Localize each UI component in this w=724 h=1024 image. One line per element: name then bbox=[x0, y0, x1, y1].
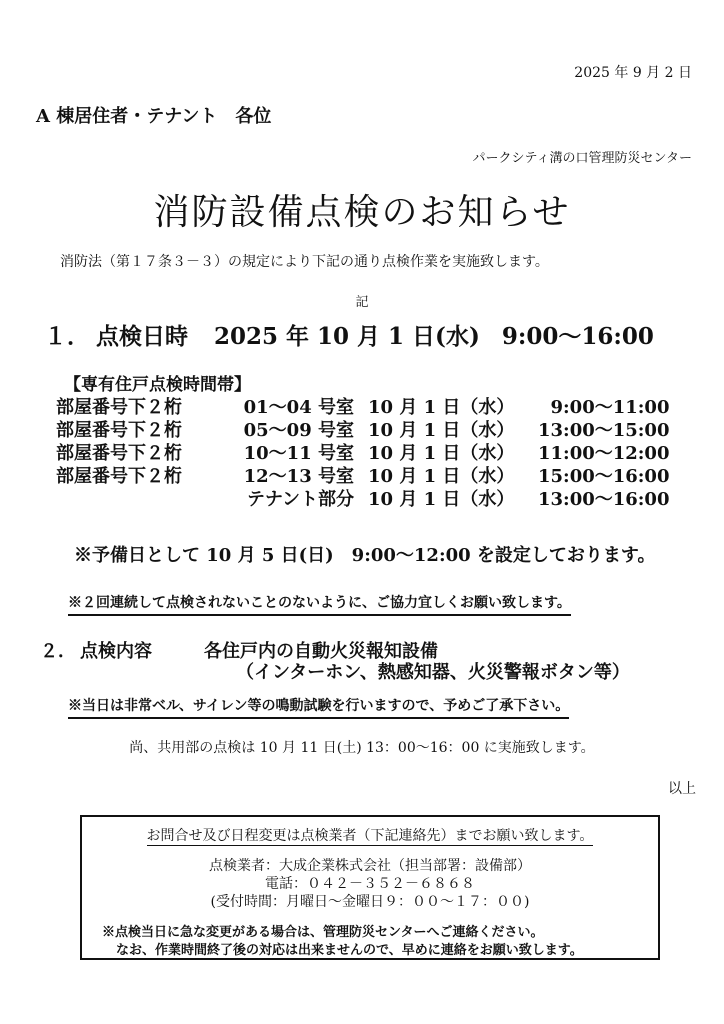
contact-hours: (受付時間：月曜日～金曜日９：００～１７：００) bbox=[210, 894, 530, 910]
common-area-note: 尚、共用部の点検は 10 月 11 日(土) 13：00～16：00 に実施致します。 bbox=[129, 740, 595, 756]
table-row bbox=[56, 396, 669, 419]
schedule-date: 10 月 1 日（水） bbox=[368, 420, 515, 441]
contact-company: 点検業者：大成企業株式会社（担当部署：設備部） bbox=[209, 858, 531, 874]
schedule-title: 【専有住戸点検時間帯】 bbox=[64, 375, 251, 395]
table-row bbox=[56, 488, 669, 511]
contact-note-1: ※点検当日に急な変更がある場合は、管理防災センターへご連絡ください。 bbox=[102, 925, 544, 940]
intro-text: 消防法（第１７条３－３）の規定により下記の通り点検作業を実施致します。 bbox=[60, 254, 549, 270]
cooperation-note: ※２回連続して点検されないことのないように、ご協力宜しくお願い致します。 bbox=[68, 592, 571, 616]
schedule-time: 15:00～16:00 bbox=[538, 466, 670, 487]
schedule-table bbox=[56, 396, 669, 511]
schedule-label: 部屋番号下２桁 bbox=[56, 420, 182, 441]
schedule-rooms: 05～09 号室 bbox=[243, 420, 354, 441]
contact-phone: 電話：０４２－３５２－６８６８ bbox=[265, 876, 475, 892]
recipient-line: A 棟居住者・テナント 各位 bbox=[36, 106, 272, 127]
schedule-time: 13:00～15:00 bbox=[538, 420, 670, 441]
schedule-date: 10 月 1 日（水） bbox=[368, 489, 515, 510]
contact-heading-text: お問合せ及び日程変更は点検業者（下記連絡先）までお願い致します。 bbox=[146, 828, 594, 844]
schedule-label bbox=[56, 488, 226, 511]
schedule-date: 10 月 1 日（水） bbox=[368, 397, 515, 418]
table-row bbox=[56, 465, 669, 488]
section-2-content: 各住戸内の自動火災報知設備 bbox=[204, 641, 438, 662]
notice-date: 2025 年 9 月 2 日 bbox=[574, 65, 692, 81]
contact-note-2: なお、作業時間終了後の対応は出来ませんので、早めに連絡をお願い致します。 bbox=[116, 943, 583, 958]
section-1-date: 2025 年 10 月 1 日(水) bbox=[214, 323, 480, 350]
table-row bbox=[56, 419, 669, 442]
section-2-number: ２． bbox=[40, 641, 76, 662]
section-2-label: 点検内容 bbox=[80, 641, 152, 662]
section-1-label: 点検日時 bbox=[96, 323, 188, 350]
schedule-label: 部屋番号下２桁 bbox=[56, 466, 182, 487]
ki-mark: 記 bbox=[355, 295, 369, 310]
schedule-time: 11:00～12:00 bbox=[538, 443, 670, 464]
schedule-rooms: 12～13 号室 bbox=[243, 466, 354, 487]
table-row bbox=[56, 442, 669, 465]
schedule-date: 10 月 1 日（水） bbox=[368, 466, 515, 487]
bell-test-note: ※当日は非常ベル、サイレン等の鳴動試験を行いますので、予めご了承下さい。 bbox=[68, 695, 569, 719]
schedule-rooms: 10～11 号室 bbox=[243, 443, 354, 464]
contact-box bbox=[80, 815, 660, 960]
spare-day-note: ※予備日として 10 月 5 日(日) 9:00～12:00 を設定しております。 bbox=[74, 545, 656, 566]
schedule-time: 13:00～16:00 bbox=[538, 489, 670, 510]
section-1-heading bbox=[44, 318, 654, 351]
schedule-label: 部屋番号下２桁 bbox=[56, 397, 182, 418]
section-1-number: １． bbox=[44, 323, 90, 350]
section-2-heading bbox=[40, 637, 152, 663]
schedule-rooms: 01～04 号室 bbox=[243, 397, 354, 418]
contact-heading bbox=[82, 825, 658, 845]
schedule-date: 10 月 1 日（水） bbox=[368, 443, 515, 464]
closing-mark: 以上 bbox=[668, 781, 696, 797]
schedule-rooms: テナント部分 bbox=[246, 489, 354, 510]
sender-name: パークシティ溝の口管理防災センター bbox=[472, 151, 692, 166]
schedule-label: 部屋番号下２桁 bbox=[56, 443, 182, 464]
section-2-items: （インターホン、熱感知器、火災警報ボタン等） bbox=[236, 662, 630, 683]
page-title: 消防設備点検のお知らせ bbox=[153, 192, 571, 233]
schedule-time: 9:00～11:00 bbox=[550, 397, 670, 418]
section-1-time: 9:00～16:00 bbox=[501, 323, 654, 350]
